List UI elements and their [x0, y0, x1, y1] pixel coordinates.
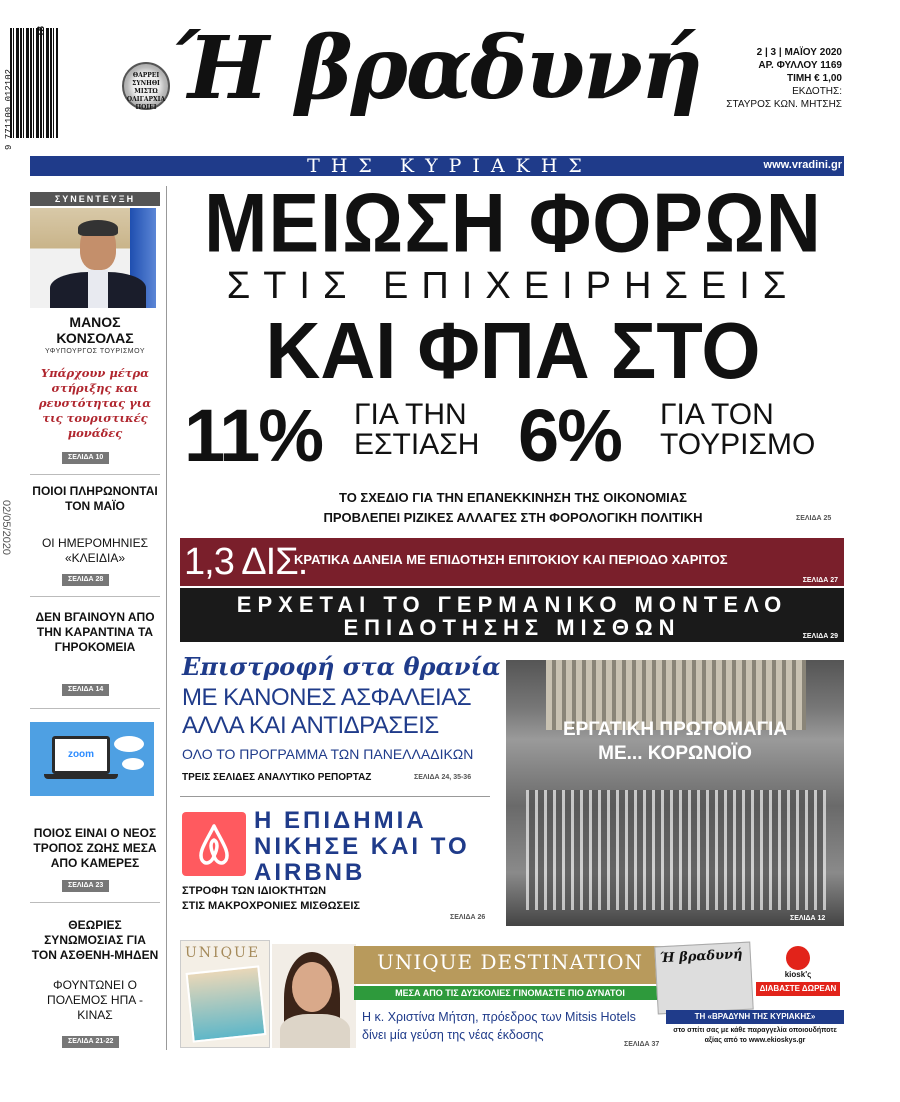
airbnb-head2: ΝΙΚΗΣΕ ΚΑΙ ΤΟ [254, 833, 470, 860]
vat-label-1b: ΕΣΤΙΑΣΗ [354, 428, 480, 461]
unique-text: Η κ. Χριστίνα Μήτση, πρόεδρος των Mitsis Hotels δίνει μία γεύση της νέας έκδοσης [362, 1010, 636, 1042]
page-ref: ΣΕΛΙΔΑ 26 [450, 914, 486, 921]
loans-amount: 1,3 ΔΙΣ. [184, 541, 308, 583]
page-ref: ΣΕΛΙΔΑ 27 [802, 577, 838, 584]
wages-band[interactable] [180, 588, 844, 642]
story-headline[interactable]: ΔΕΝ ΒΓΑΙΝΟΥΝ ΑΠΟ ΤΗΝ ΚΑΡΑΝΤΙΝΑ ΤΑ ΓΗΡΟΚΟΜΕΙΑ [35, 610, 155, 654]
interview-quote: Υπάρχουν μέτρα στήριξης και ρευστότητας για τις τουριστικές μονάδες [38, 366, 152, 440]
divider [30, 708, 160, 709]
education-report: ΤΡΕΙΣ ΣΕΛΙΔΕΣ ΑΝΑΛΥΤΙΚΟ ΡΕΠΟΡΤΑΖ [182, 772, 372, 783]
portrait-shirt [88, 270, 108, 308]
airbnb-headline[interactable] [254, 808, 470, 886]
issue-meta [702, 46, 842, 111]
issue-number: ΑΡ. ΦΥΛΛΟΥ 1169 [758, 60, 842, 71]
education-sub2: ΑΛΛΑ ΚΑΙ ΑΝΤΙΔΡΑΣΕΙΣ [182, 712, 439, 739]
unique-magazine-cover[interactable] [180, 940, 270, 1048]
page-ref: ΣΕΛΙΔΑ 29 [802, 633, 838, 640]
page-ref: ΣΕΛΙΔΑ 25 [796, 515, 832, 522]
lead-deck-line2: ΠΡΟΒΛΕΠΕΙ ΡΙΖΙΚΕΣ ΑΛΛΑΓΕΣ ΣΤΗ ΦΟΡΟΛΟΓΙΚΗ ΠΟΛΙΤΙΚΗ [323, 510, 703, 525]
photo-caption1: ΕΡΓΑΤΙΚΗ ΠΡΩΤΟΜΑΓΙΑ [562, 719, 788, 740]
lead-headline[interactable]: ΜΕΙΩΣΗ ΦΟΡΩΝ [204, 176, 822, 271]
divider [30, 902, 160, 903]
page-ref: ΣΕΛΙΔΑ 14 [62, 684, 109, 696]
newspaper-stack: Ή βραδυνή [654, 942, 753, 1015]
story-headline[interactable]: ΠΟΙΟΙ ΠΛΗΡΩΝΟΝΤΑΙ ΤΟΝ ΜΑΪΟ [32, 484, 158, 513]
magazine-title: UNIQUE [185, 945, 261, 961]
airbnb-sub1: ΣΤΡΟΦΗ ΤΩΝ ΙΔΙΟΚΤΗΤΩΝ [182, 885, 327, 897]
education-subhead [182, 684, 471, 740]
education-line: ΟΛΟ ΤΟ ΠΡΟΓΡΑΜΜΑ ΤΩΝ ΠΑΝΕΛΛΑΔΙΚΩΝ [182, 746, 474, 762]
interviewee-role: ΥΦΥΠΟΥΡΓΟΣ ΤΟΥΡΙΣΜΟΥ [44, 348, 146, 355]
column-divider [166, 186, 167, 1050]
divider [30, 596, 160, 597]
side-date: 02/05/2020 [0, 500, 12, 556]
airbnb-sub2: ΣΤΙΣ ΜΑΚΡΟΧΡΟΝΙΕΣ ΜΙΣΘΩΣΕΙΣ [182, 900, 360, 912]
unique-tagline: ΜΕΣΑ ΑΠΟ ΤΙΣ ΔΥΣΚΟΛΙΕΣ ΓΙΝΟΜΑΣΤΕ ΠΙΟ ΔΥΝΑΤΟΙ [354, 986, 666, 1000]
vat-label-2a: ΓΙΑ ΤΟΝ [660, 398, 774, 431]
page-ref: ΣΕΛΙΔΑ 12 [790, 915, 826, 922]
lead-deck-line1: ΤΟ ΣΧΕΔΙΟ ΓΙΑ ΤΗΝ ΕΠΑΝΕΚΚΙΝΗΣΗ ΤΗΣ ΟΙΚΟΝΟΜΙΑΣ [339, 490, 687, 505]
page-ref: ΣΕΛΙΔΑ 28 [62, 574, 109, 586]
read-free-label: ΔΙΑΒΑΣΤΕ ΔΩΡΕΑΝ [756, 982, 840, 996]
cloud-icon [114, 736, 144, 752]
photo-face [292, 962, 332, 1012]
photo-caption [520, 718, 830, 766]
vat-label-2 [660, 400, 815, 460]
vat-rate-2: 6% [518, 394, 621, 477]
cloud-icon [122, 758, 144, 770]
unique-title[interactable]: UNIQUE DESTINATION [376, 950, 644, 974]
laptop-base [44, 774, 118, 779]
airbnb-logo-icon [182, 812, 246, 876]
divider [30, 474, 160, 475]
lead-deck [182, 488, 844, 528]
wages-line2: ΕΠΙΔΟΤΗΣΗΣ ΜΙΣΘΩΝ [343, 615, 681, 640]
page-ref: ΣΕΛΙΔΑ 37 [624, 1041, 660, 1048]
portrait-hair [78, 220, 118, 236]
story-headline[interactable]: ΠΟΙΟΣ ΕΙΝΑΙ Ο ΝΕΟΣ ΤΡΟΠΟΣ ΖΩΗΣ ΜΕΣΑ ΑΠΟ ΚΑΜΕΡΕΣ [33, 826, 157, 870]
wages-text [180, 593, 844, 639]
kiosk-promo[interactable] [756, 946, 840, 1006]
crowd-pattern [526, 790, 826, 910]
story-subhead: ΟΙ ΗΜΕΡΟΜΗΝΙΕΣ «ΚΛΕΙΔΙΑ» [41, 536, 149, 565]
airbnb-subhead [182, 884, 360, 914]
wages-line1: ΕΡΧΕΤΑΙ ΤΟ ΓΕΡΜΑΝΙΚΟ ΜΟΝΤΕΛΟ [236, 592, 788, 617]
photo-caption2: ΜΕ... ΚΟΡΩΝΟΪΟ [598, 743, 752, 764]
story-subhead: ΦΟΥΝΤΩΝΕΙ Ο ΠΟΛΕΜΟΣ ΗΠΑ - ΚΙΝΑΣ [47, 978, 143, 1022]
lead-headline-line2: ΣΤΙΣ ΕΠΙΧΕΙΡΗΣΕΙΣ [226, 265, 800, 307]
zoom-illustration [30, 722, 154, 796]
magazine-photo [186, 965, 267, 1042]
minister-portrait [30, 208, 156, 308]
airbnb-head3: AIRBNB [254, 859, 366, 886]
page-ref: ΣΕΛΙΔΑ 23 [62, 880, 109, 892]
airbnb-head1: Η ΕΠΙΔΗΜΙΑ [254, 807, 427, 834]
photo-body [280, 1014, 350, 1048]
publisher-name: ΣΤΑΥΡΟΣ ΚΩΝ. ΜΗΤΣΗΣ [726, 99, 842, 110]
vat-rate-1: 11% [184, 394, 323, 477]
promo-note: στο σπίτι σας με κάθε παραγγελία οποιουδήποτε αξίας από το www.ekioskys.gr [673, 1027, 837, 1044]
kiosk-logo-icon [786, 946, 810, 970]
loans-text: ΚΡΑΤΙΚΑ ΔΑΝΕΙΑ ΜΕ ΕΠΙΔΟΤΗΣΗ ΕΠΙΤΟΚΙΟΥ ΚΑΙ ΠΕΡΙΟΔΟ ΧΑΡΙΤΟΣ [294, 552, 728, 567]
publisher-label: ΕΚΔΟΤΗΣ: [792, 86, 842, 97]
kiosk-name: kiosk'ς [784, 970, 812, 979]
coin-emblem: ΘΑΡΡΕΙ ΣΥΝΗΘΙ ΜΙΣΤΩ ΟΛΙΓΑΡΧΙΑ ΠΟΙΕΙ [122, 62, 170, 110]
vat-label-1a: ΓΙΑ ΤΗΝ [354, 398, 467, 431]
masthead-subtitle: ΤΗΣ ΚΥΡΙΑΚΗΣ [307, 155, 593, 177]
story-headline[interactable]: ΘΕΩΡΙΕΣ ΣΥΝΩΜΟΣΙΑΣ ΓΙΑ ΤΟΝ ΑΣΘΕΝΗ-ΜΗΔΕΝ [31, 918, 159, 962]
interviewee-name: ΜΑΝΟΣ ΚΟΝΣΟΛΑΣ [56, 314, 134, 346]
education-headline[interactable]: Επιστροφή στα θρανία [182, 652, 501, 681]
barcode-number: 9 771109 012102 [4, 68, 14, 150]
syntagma-square-photo[interactable] [506, 660, 844, 926]
page-ref: ΣΕΛΙΔΑ 21-22 [62, 1036, 119, 1048]
christina-mitsi-photo [272, 944, 356, 1048]
lead-headline-line3: ΚΑΙ ΦΠΑ ΣΤΟ [265, 306, 761, 397]
newspaper-logo: Ή βραδυνή [172, 18, 702, 119]
education-sub1: ΜΕ ΚΑΝΟΝΕΣ ΑΣΦΑΛΕΙΑΣ [182, 684, 472, 711]
laptop-icon: zoom [52, 736, 110, 774]
page-ref: ΣΕΛΙΔΑ 24, 35-36 [414, 774, 472, 781]
vat-label-1 [354, 400, 479, 460]
divider [180, 796, 490, 797]
price: ΤΙΜΗ € 1,00 [786, 73, 842, 84]
page-ref: ΣΕΛΙΔΑ 10 [62, 452, 109, 464]
issue-number-vertical: 18 [36, 26, 47, 38]
interview-tag: ΣΥΝΕΝΤΕΥΞΗ [30, 192, 160, 206]
vat-label-2b: ΤΟΥΡΙΣΜΟ [660, 428, 816, 461]
loans-band[interactable] [180, 538, 844, 586]
issue-date: 2 | 3 | ΜΑΪΟΥ 2020 [756, 47, 842, 58]
promo-title: ΤΗ «ΒΡΑΔΥΝΗ ΤΗΣ ΚΥΡΙΑΚΗΣ» [666, 1010, 844, 1024]
website-link[interactable]: www.vradini.gr [763, 159, 842, 171]
